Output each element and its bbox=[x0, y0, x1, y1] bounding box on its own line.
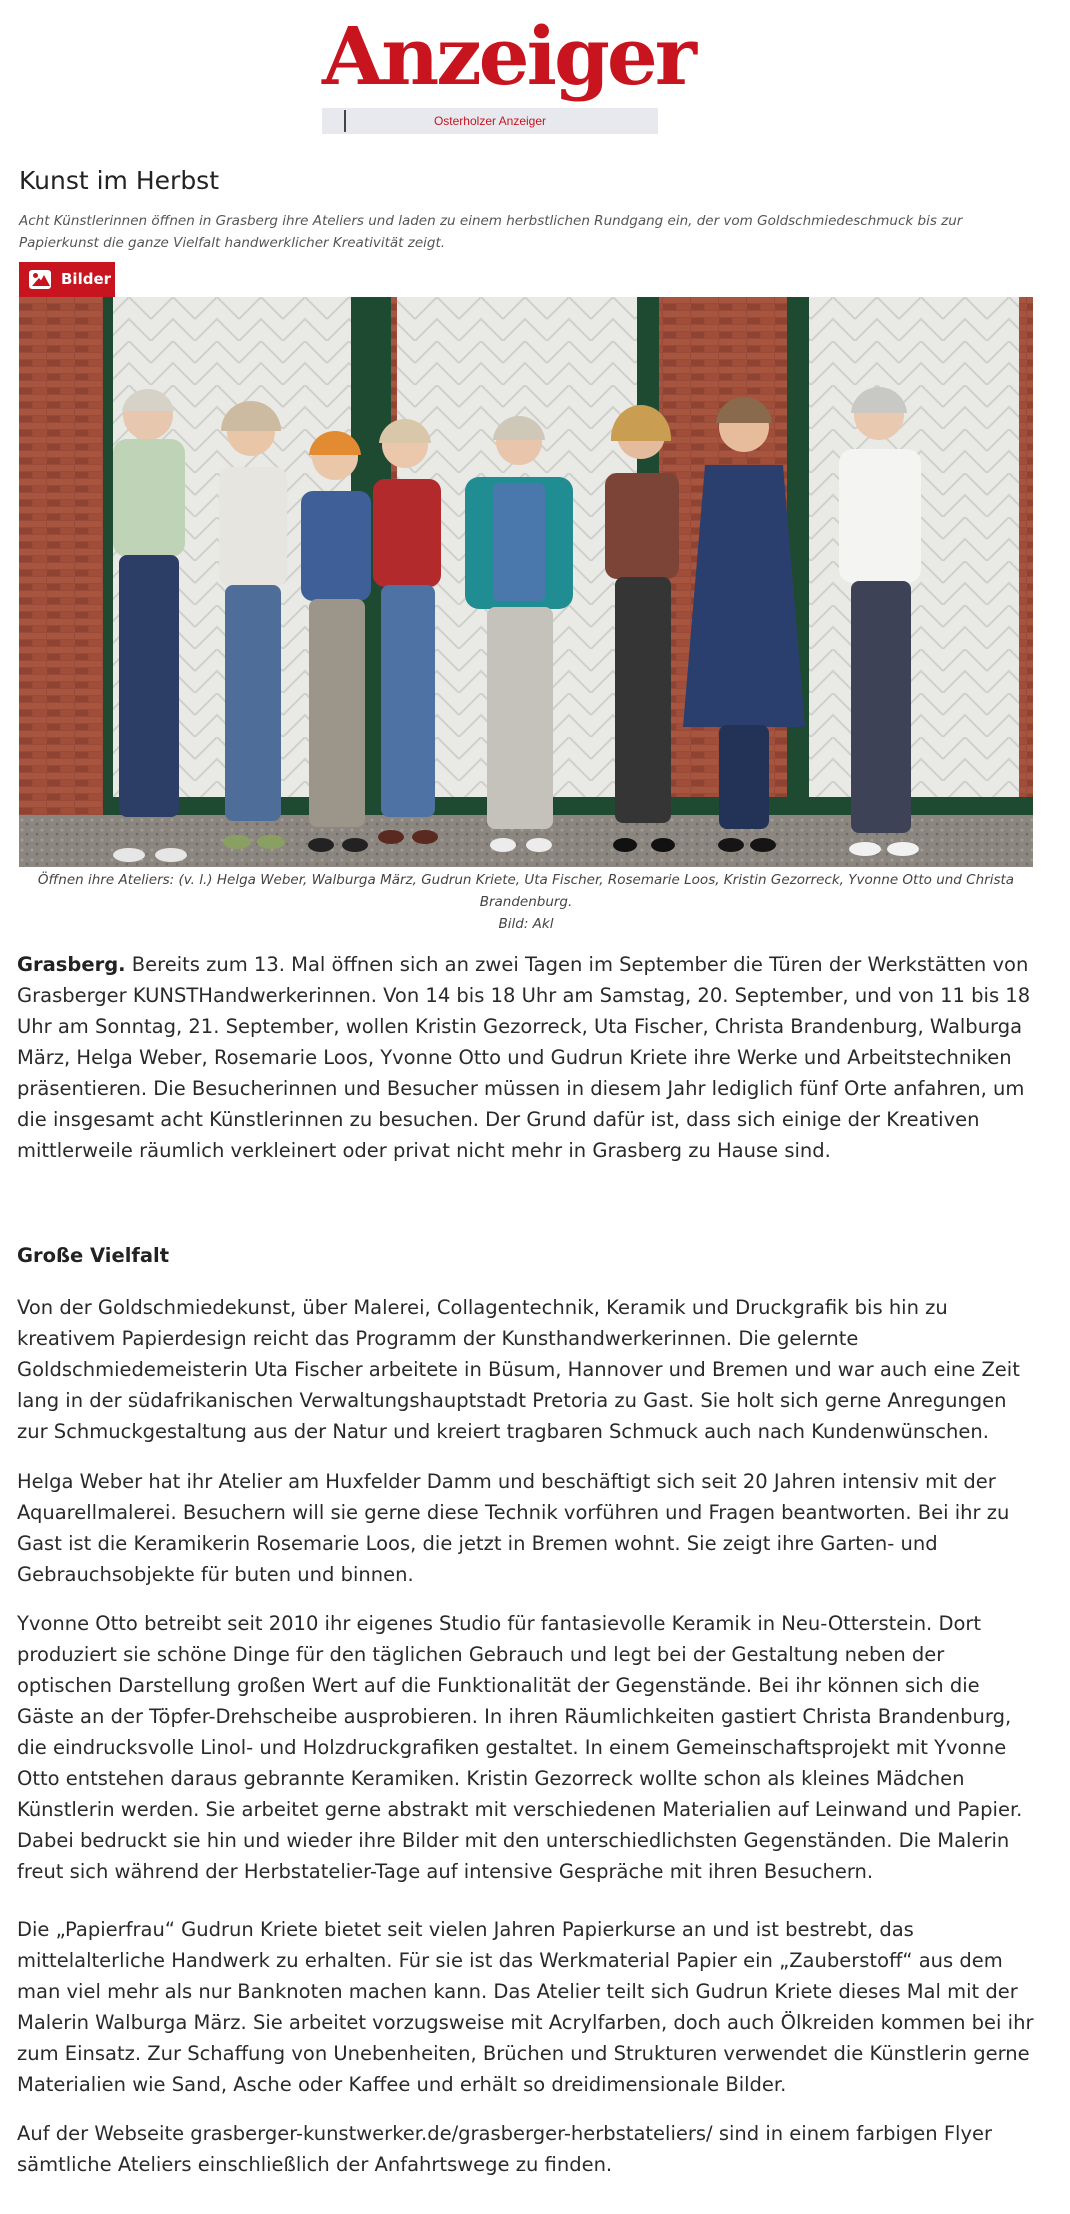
gallery-button[interactable] bbox=[19, 262, 115, 297]
gallery-button-label: Bilder bbox=[61, 270, 112, 288]
image-icon bbox=[29, 270, 51, 289]
article-paragraph: Von der Goldschmiedekunst, über Malerei, Collagentechnik, Keramik und Druckgrafik bis hin zu kreativem Papierdesign reicht das Programm der Kunsthandwerkerinnen. Die gelernte Goldschmiedemeisterin Uta Fischer arbeitete in Büsum, Hannover und Bremen und war auch eine Zeit lang in der südafrikanischen Verwaltungshauptstadt Pretoria zu Gast. Sie holt sich gerne Anregungen zur Schmuckgestaltung aus der Natur und kreiert tragbaren Schmuck auch nach Kundenwünschen. bbox=[17, 1296, 1020, 1443]
photo-caption-text: Öffnen ihre Ateliers: (v. l.) Helga Weber, Walburga März, Gudrun Kriete, Uta Fischer, Rosemarie Loos, Kristin Gezorreck, Yvonne Otto und Christa Brandenburg. bbox=[37, 872, 1015, 910]
article-paragraph: Die „Papierfrau“ Gudrun Kriete bietet seit vielen Jahren Papierkurse an und ist bestrebt, das mittelalterliche Handwerk zu erhalten. Für sie ist das Werkmaterial Papier ein „Zauberstoff“ aus dem man viel mehr als nur Banknoten machen kann. Das Atelier teilt sich Gudrun Kriete dieses Mal mit der Malerin Walburga März. Sie arbeitet vorzugsweise mit Acrylfarben, doch auch Ölkreiden kommen bei ihr zum Einsatz. Zur Schaffung von Unebenheiten, Brüchen und Strukturen verwendet die Künstlerin gerne Materialien wie Sand, Asche oder Kaffee und erhält so dreidimensionale Bilder. bbox=[17, 1918, 1034, 2096]
lead-text: Bereits zum 13. Mal öffnen sich an zwei Tagen im September die Türen der Werkstätten von Grasberger KUNSTHandwerkerinnen. Von 14 bis 18 Uhr am Samstag, 20. September, und von 11 bis 18 Uhr am Sonntag, 21. September, wollen Kristin Gezorreck, Uta Fischer, Christa Brandenburg, Walburga März, Helga Weber, Rosemarie Loos, Yvonne Otto und Gudrun Kriete ihre Werke und Arbeitstechniken präsentieren. Die Besucherinnen und Besucher müssen in diesem Jahr lediglich fünf Orte anfahren, um die insgesamt acht Künstlerinnen zu besuchen. Der Grund dafür ist, dass sich einige der Kreativen mittlerweile räumlich verkleinert oder privat nicht mehr in Grasberg zu Hause sind. bbox=[17, 953, 1031, 1162]
article-paragraph: Auf der Webseite grasberger-kunstwerker.de/grasberger-herbstateliers/ sind in einem farbigen Flyer sämtliche Ateliers einschließlich der Anfahrtswege zu finden. bbox=[17, 2122, 993, 2176]
dateline: Grasberg. bbox=[17, 953, 126, 976]
article-title: Kunst im Herbst bbox=[19, 166, 220, 195]
anzeiger-logo[interactable]: Anzeiger bbox=[322, 9, 694, 103]
article-teaser: Acht Künstlerinnen öffnen in Grasberg ihre Ateliers und laden zu einem herbstlichen Rundgang ein, der vom Goldschmiedeschmuck bis zur Papierkunst die ganze Vielfalt handwerklicher Kreativität zeigt. bbox=[19, 213, 963, 251]
article-paragraph: Helga Weber hat ihr Atelier am Huxfelder Damm und beschäftigt sich seit 20 Jahren intensiv mit der Aquarellmalerei. Besuchern will sie gerne diese Technik vorführen und Fragen beantworten. Bei ihr zu Gast ist die Keramikerin Rosemarie Loos, die jetzt in Bremen wohnt. Sie zeigt ihre Garten- und Gebrauchsobjekte für buten und binnen. bbox=[17, 1470, 1010, 1586]
masthead-subtitle: Osterholzer Anzeiger bbox=[433, 114, 547, 128]
masthead bbox=[322, 9, 694, 134]
article-photo[interactable] bbox=[19, 297, 1033, 867]
masthead-subtitle-bar bbox=[322, 108, 658, 134]
article-lead bbox=[17, 949, 1042, 1166]
photo-caption bbox=[19, 869, 1033, 935]
photo-credit: Bild: Akl bbox=[498, 916, 554, 932]
section-heading: Große Vielfalt bbox=[17, 1244, 170, 1267]
article-paragraph: Yvonne Otto betreibt seit 2010 ihr eigenes Studio für fantasievolle Keramik in Neu-Otterstein. Dort produziert sie schöne Dinge für den täglichen Gebrauch und legt bei der Gestaltung neben der optischen Darstellung großen Wert auf die Funktionalität der Gegenstände. Bei ihr können sich die Gäste an der Töpfer-Drehscheibe ausprobieren. In ihren Räumlichkeiten gastiert Christa Brandenburg, die eindrucksvolle Linol- und Holzdruckgrafiken gestaltet. In einem Gemeinschaftsprojekt mit Yvonne Otto entstehen daraus gebrannte Keramiken. Kristin Gezorreck wollte schon als kleines Mädchen Künstlerin werden. Sie arbeitet gerne abstrakt mit verschiedenen Materialien auf Leinwand und Papier. Dabei bedruckt sie hin und wieder ihre Bilder mit den unterschiedlichsten Gegenständen. Die Malerin freut sich während der Herbstatelier-Tage auf intensive Gespräche mit ihren Besuchern. bbox=[17, 1612, 1023, 1883]
